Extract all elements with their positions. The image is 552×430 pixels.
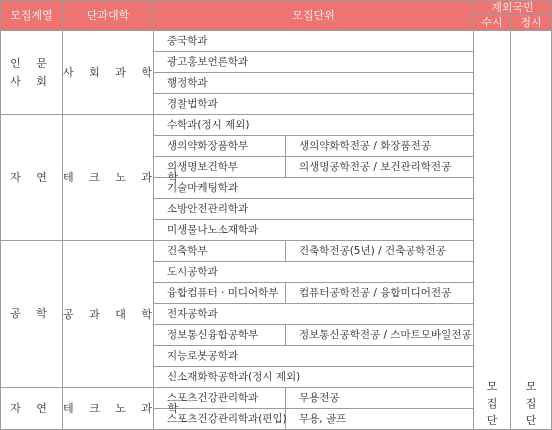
category-label: 자 연 — [10, 170, 53, 184]
header-unit: 모집단위 — [154, 1, 474, 31]
header-category: 모집계열 — [1, 1, 63, 31]
category-label: 공 학 — [10, 307, 53, 320]
track-cell: 건축학전공(5년) / 건축공학전공 — [286, 241, 474, 262]
track-cell: 정보통신공학전공 / 스마트모바일전공 — [286, 325, 474, 346]
recruit-jeongsi-cell — [511, 31, 552, 430]
unit-cell: 경찰법학과 — [154, 94, 474, 115]
category-cell — [1, 388, 63, 430]
unit-cell: 의생명보건학부 — [154, 157, 286, 178]
unit-cell: 신소재화학공학과(정시 제외) — [154, 367, 474, 388]
recruit-jeongsi-label: 모집단 — [525, 380, 537, 427]
unit-cell: 스포츠건강관리학과(편입) — [154, 409, 286, 430]
unit-cell: 수학과(정시 제외) — [154, 115, 474, 136]
recruit-susi-cell — [474, 31, 511, 430]
table-row — [1, 31, 552, 52]
category-cell — [1, 241, 63, 388]
header-intl: 재외국민 — [474, 1, 552, 16]
header-jeongsi: 정시 — [511, 16, 552, 31]
college-cell: 테 크 노 과 학 — [63, 115, 154, 241]
category-cell — [1, 31, 63, 115]
unit-cell: 행정학과 — [154, 73, 474, 94]
unit-cell: 중국학과 — [154, 31, 474, 52]
college-cell: 테 크 노 과 학 — [63, 388, 154, 430]
table-row — [1, 115, 552, 136]
unit-cell: 정보통신융합공학부 — [154, 325, 286, 346]
unit-cell: 융합컴퓨터 · 미디어학부 — [154, 283, 286, 304]
unit-cell: 건축학부 — [154, 241, 286, 262]
header-college: 단과대학 — [63, 1, 154, 31]
table-row — [1, 388, 552, 409]
unit-cell: 소방안전관리학과 — [154, 199, 474, 220]
college-cell: 공 과 대 학 — [63, 241, 154, 388]
unit-cell: 전자공학과 — [154, 304, 474, 325]
recruit-susi-label: 모집단 — [486, 380, 498, 427]
category-label: 자 연 — [10, 401, 53, 415]
table-row — [1, 241, 552, 262]
unit-cell: 미생물나노소재학과 — [154, 220, 474, 241]
track-cell: 컴퓨터공학전공 / 융합미디어전공 — [286, 283, 474, 304]
unit-cell: 광고홍보언론학과 — [154, 52, 474, 73]
college-cell: 사 회 과 학 — [63, 31, 154, 115]
unit-cell: 스포츠건강관리학과 — [154, 388, 286, 409]
unit-cell: 생의약화장품학부 — [154, 136, 286, 157]
track-cell: 의생명공학전공 / 보건관리학전공 — [286, 157, 474, 178]
unit-cell: 도시공학과 — [154, 262, 474, 283]
category-label: 인 문 사 회 — [10, 56, 53, 88]
track-cell: 무용, 골프 — [286, 409, 474, 430]
unit-cell: 기술마케팅학과 — [154, 178, 474, 199]
header-susi: 수시 — [474, 16, 511, 31]
track-cell: 생의약화학전공 / 화장품전공 — [286, 136, 474, 157]
unit-cell: 지능로봇공학과 — [154, 346, 474, 367]
track-cell: 무용전공 — [286, 388, 474, 409]
category-cell — [1, 115, 63, 241]
